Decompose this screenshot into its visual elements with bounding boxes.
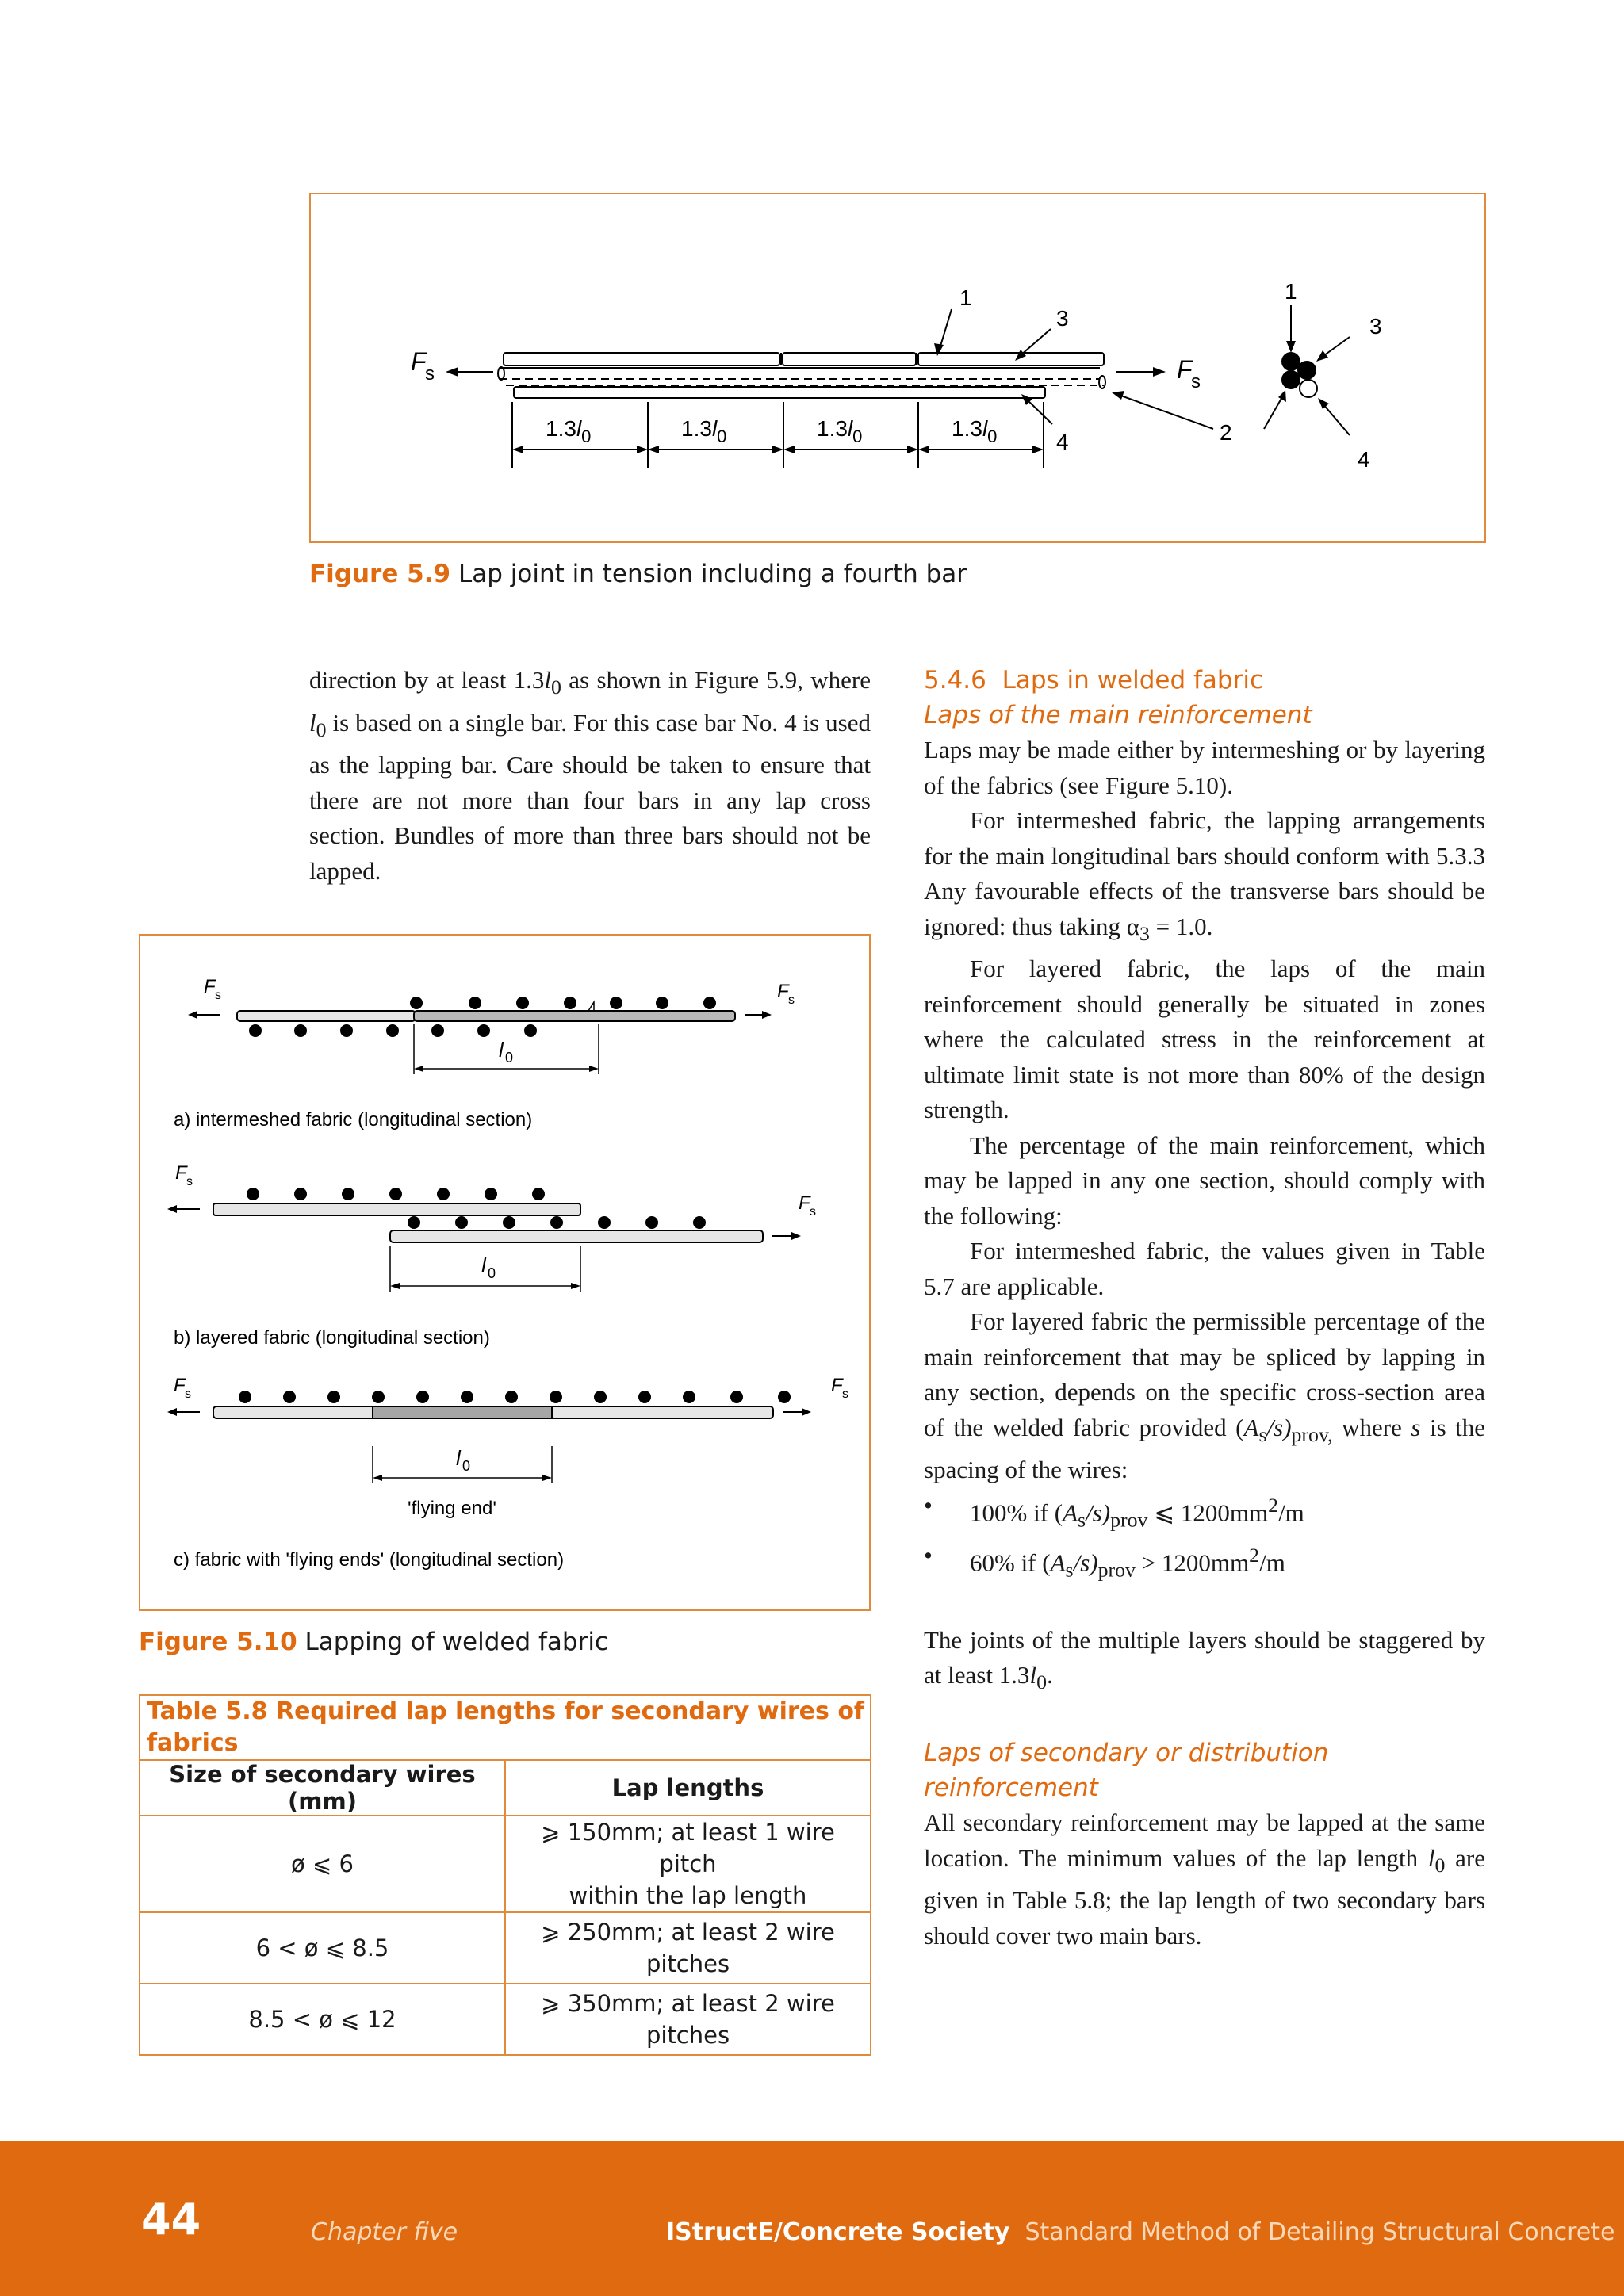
subscript: prov, [1291, 1422, 1333, 1446]
dim-l: l [576, 416, 582, 441]
dim-label: 1.3 [952, 416, 982, 441]
subscript: s [1065, 1558, 1074, 1582]
dim-sub: 0 [717, 427, 727, 446]
text-span: as shown in Figure 5.9, [561, 666, 803, 694]
subscript: prov [1110, 1508, 1148, 1532]
fs-label: F [204, 976, 216, 997]
publisher: IStructE/Concrete Society [666, 2218, 1010, 2246]
superscript: 2 [1249, 1543, 1260, 1567]
table-row [140, 1912, 871, 1984]
paragraph [924, 1304, 1485, 1488]
page-number: 44 [141, 2195, 201, 2244]
dim-sub: 0 [852, 427, 863, 446]
subscript: 0 [551, 675, 561, 699]
l0-sub: 0 [462, 1458, 471, 1474]
subscript: s [1258, 1422, 1267, 1446]
right-column [924, 663, 1485, 1954]
fs-sub: s [788, 993, 795, 1007]
paragraph [924, 1805, 1485, 1954]
fs-sub: s [186, 1175, 193, 1188]
lap-line-2: pitches [645, 1950, 730, 1977]
lap-line-1: ⩾ 250mm; at least 2 wire [541, 1919, 835, 1946]
figure-5-10-label: Figure 5.10 [139, 1628, 297, 1656]
lap-line-2: pitches [645, 2022, 730, 2049]
text-span: 100% if ( [970, 1498, 1063, 1527]
wire-dots-b-top [247, 1188, 545, 1200]
page-footer [0, 2141, 1624, 2296]
text-span: = 1.0. [1149, 912, 1213, 940]
subheading-line: reinforcement [924, 1774, 1098, 1803]
symbol-s: /s) [1266, 1413, 1292, 1441]
list-item [924, 1488, 1485, 1538]
figure-5-9-caption [309, 560, 967, 588]
wire-dots-b-bottom [408, 1216, 706, 1229]
right-body-2 [924, 1805, 1485, 1954]
panel-c-label: c) fabric with 'flying ends' (longitudinal section) [174, 1549, 565, 1571]
fs-label: F [831, 1375, 843, 1396]
table-cell-size: 8.5 < ø ⩽ 12 [140, 1984, 505, 2055]
figure-5-9-title: Lap joint in tension including a fourth bar [458, 560, 967, 588]
l0-l: l [499, 1038, 504, 1062]
figure-5-9-frame [309, 193, 1486, 543]
paragraph: Laps may be made either by intermeshing or by layering of the fabrics (see Figure 5.10). [924, 736, 1485, 799]
dim-l: l [847, 416, 853, 441]
fs-sub: s [810, 1205, 816, 1219]
panel-a-label: a) intermeshed fabric (longitudinal section) [174, 1109, 533, 1131]
callout-3: 3 [1056, 306, 1069, 331]
text-span: For layered fabric the permissible percentage of the main reinforcement that may be spliced by lapping in any section, depends on the specific cross-section area of the welded fabric provided ( [924, 1307, 1485, 1441]
table-header-lap: Lap lengths [505, 1760, 871, 1816]
superscript: 2 [1268, 1493, 1279, 1517]
symbol-l: l [544, 666, 552, 694]
paragraph: The percentage of the main reinforcement, which may be lapped in any one section, should comply with the following: [924, 1131, 1485, 1230]
xs-callout-3: 3 [1369, 314, 1382, 339]
book-title [666, 2218, 1614, 2246]
panel-b-label: b) layered fabric (longitudinal section) [174, 1327, 490, 1349]
svg-text:1.3l0 [817, 416, 862, 446]
text-span: The joints of the multiple layers should be staggered by at least 1.3 [924, 1625, 1485, 1689]
force-arrow-left [411, 347, 493, 385]
table-row [140, 1816, 871, 1912]
list-item [924, 1538, 1485, 1588]
panel-c [167, 1375, 848, 1571]
dimension-labels [546, 416, 997, 446]
flying-end-label: 'flying end' [408, 1498, 496, 1519]
text-span: 60% if ( [970, 1548, 1051, 1577]
figure-5-9-diagram [311, 194, 1484, 541]
dim-l: l [711, 416, 718, 441]
left-paragraph [309, 663, 871, 889]
svg-text:1.3l0 [952, 416, 997, 446]
l0-l: l [456, 1446, 461, 1470]
force-arrow-right [1116, 355, 1201, 392]
symbol-l: l [309, 708, 316, 737]
callout-4: 4 [1056, 430, 1069, 454]
text-span: is based on a single bar. For this case bar No. 4 is used as the lapping bar. Care should be taken to ensure that there are not more than four bars in any lap cross section. Bundles of more than three bars should not be lapped. [309, 708, 871, 885]
text-span: . [1046, 1661, 1053, 1689]
symbol-s: s [1411, 1413, 1421, 1441]
subscript: 0 [316, 718, 327, 741]
xs-callout-4: 4 [1358, 447, 1370, 472]
symbol-A: A [1063, 1498, 1078, 1527]
lap-line-1: ⩾ 150mm; at least 1 wire pitch [541, 1819, 835, 1877]
wire-dots-c [239, 1391, 791, 1403]
table-cell-lap [505, 1912, 871, 1984]
panel-b [167, 1162, 816, 1349]
symbol-s: /s) [1086, 1498, 1111, 1527]
text-span: where [810, 666, 871, 694]
dim-label: 1.3 [681, 416, 712, 441]
subscript: s [1078, 1508, 1086, 1532]
text-span: direction by at least 1.3 [309, 666, 545, 694]
subscript: 3 [1139, 921, 1150, 945]
fs-sub: s [842, 1387, 848, 1401]
text-span: /m [1259, 1548, 1285, 1577]
bullet-mark: • [924, 1490, 933, 1519]
fs-sub-left: s [425, 363, 435, 385]
symbol-A: A [1050, 1548, 1066, 1577]
figure-5-10-caption [139, 1628, 608, 1656]
subscript: 0 [1036, 1670, 1047, 1694]
l0-sub: 0 [505, 1050, 514, 1066]
svg-text:1.3l0 [681, 416, 726, 446]
fs-label: F [175, 1162, 187, 1184]
book-name: Standard Method of Detailing Structural Concrete [1025, 2218, 1615, 2246]
paragraph [924, 803, 1485, 951]
chapter-label: Chapter five [311, 2218, 458, 2246]
symbol-s: /s) [1073, 1548, 1098, 1577]
paragraph [924, 1623, 1485, 1701]
fs-label-left: F [411, 347, 427, 376]
text-span: where [1332, 1413, 1411, 1441]
text-span: > 1200mm [1135, 1548, 1250, 1577]
fs-sub: s [185, 1387, 191, 1401]
text-span: ⩽ 1200mm [1147, 1498, 1269, 1527]
subscript: 0 [1434, 1853, 1446, 1877]
section-heading [924, 663, 1485, 698]
text-span: are given in Table 5.8; the lap length of two secondary bars should cover two main bars. [924, 1843, 1485, 1950]
figure-5-10-title: Lapping of welded fabric [304, 1628, 608, 1656]
table-cell-lap [505, 1816, 871, 1912]
section-number: 5.4.6 [924, 666, 986, 695]
cross-section [1264, 279, 1382, 472]
callout-1: 1 [959, 285, 972, 310]
fs-sub: s [215, 989, 221, 1002]
text-span: /m [1278, 1498, 1304, 1527]
text-span: All secondary reinforcement may be lapped at the same location. The minimum values of the lap length [924, 1808, 1485, 1872]
paragraph: For intermeshed fabric, the values given in Table 5.7 are applicable. [924, 1237, 1485, 1300]
dim-label: 1.3 [546, 416, 576, 441]
table-cell-lap [505, 1984, 871, 2055]
figure-5-10-diagram [140, 936, 869, 1609]
text-span: is the spacing of the wires: [924, 1413, 1485, 1484]
dim-label: 1.3 [817, 416, 848, 441]
bullet-mark: • [924, 1540, 933, 1569]
text-span: For intermeshed fabric, the lapping arrangements for the main longitudinal bars should conform with 5.3.3 Any favourable effects of the transverse bars should be ignored: thus taking α [924, 806, 1485, 940]
symbol-A: A [1243, 1413, 1259, 1441]
table-cell-size: 6 < ø ⩽ 8.5 [140, 1912, 505, 1984]
subscript: prov [1097, 1558, 1136, 1582]
subheading-secondary [924, 1735, 1485, 1805]
lap-line-2: within the lap length [569, 1882, 807, 1909]
bars [498, 353, 1105, 398]
dim-sub: 0 [987, 427, 998, 446]
symbol-l: l [1029, 1661, 1037, 1689]
fs-sub-right: s [1191, 371, 1201, 392]
figure-5-9-label: Figure 5.9 [309, 560, 451, 588]
paragraph: For layered fabric, the laps of the main reinforcement should generally be situated in zones where the calculated stress in the reinforcement at ultimate limit state is not more than 80% of the design strength. [924, 955, 1485, 1124]
l0-sub: 0 [488, 1265, 496, 1281]
xs-callout-1: 1 [1285, 279, 1297, 304]
figure-5-10-frame [139, 934, 871, 1611]
dim-l: l [982, 416, 988, 441]
l0-l: l [481, 1253, 486, 1277]
callout-2: 2 [1220, 420, 1232, 445]
panel-a [174, 976, 795, 1131]
symbol-l: l [1427, 1843, 1435, 1872]
table-cell-size: ø ⩽ 6 [140, 1816, 505, 1912]
fs-label: F [799, 1192, 810, 1214]
table-header-size: Size of secondary wires (mm) [140, 1760, 505, 1816]
section-title: Laps in welded fabric [1002, 666, 1263, 695]
svg-text:1.3l0 [546, 416, 591, 446]
subheading-main: Laps of the main reinforcement [924, 701, 1312, 729]
fs-label: F [174, 1375, 186, 1396]
fs-label-right: F [1177, 355, 1193, 384]
right-body [924, 733, 1485, 1701]
table-5-8 [139, 1694, 871, 2056]
subheading-line: Laps of secondary or distribution [924, 1739, 1329, 1768]
dim-sub: 0 [581, 427, 592, 446]
lap-line-1: ⩾ 350mm; at least 2 wire [541, 1990, 835, 2017]
table-row [140, 1984, 871, 2055]
fs-label: F [777, 981, 789, 1002]
table-title: Table 5.8 Required lap lengths for secondary wires of fabrics [140, 1695, 871, 1760]
